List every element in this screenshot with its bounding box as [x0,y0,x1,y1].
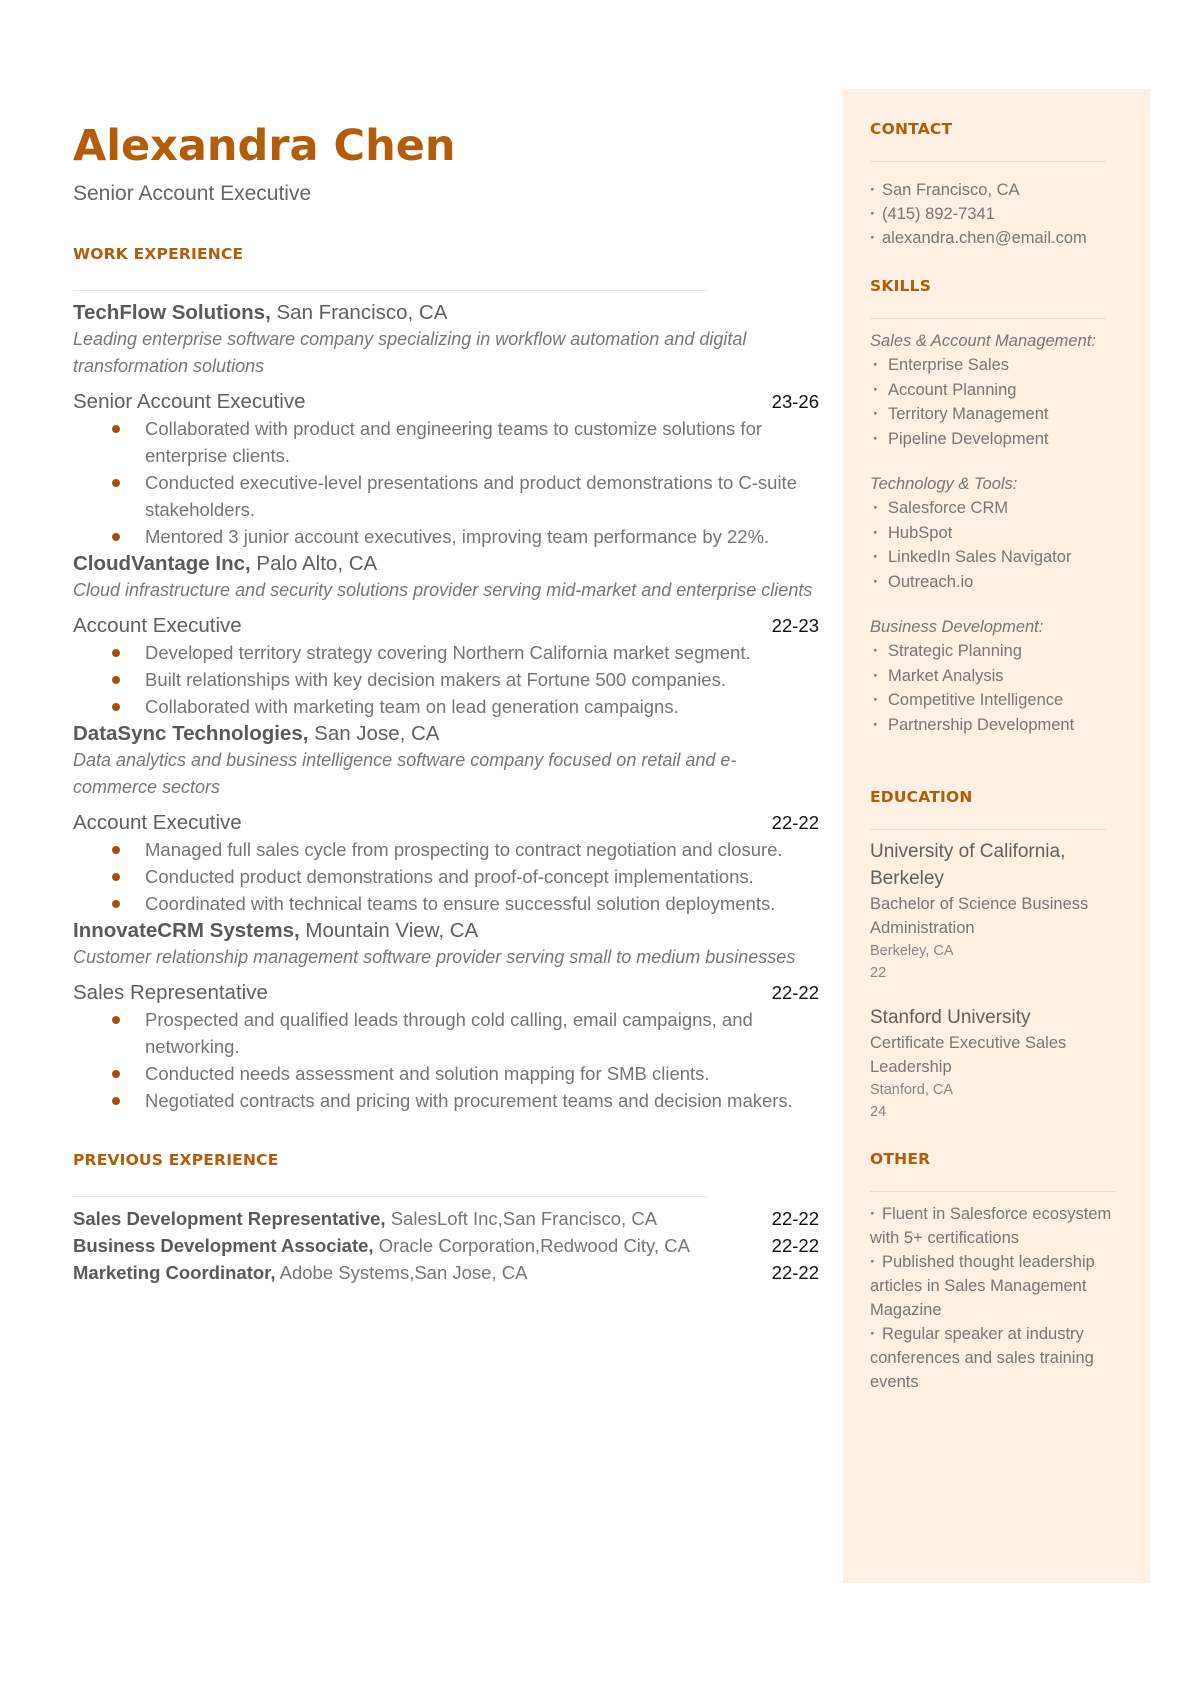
role-row [73,612,819,639]
other-item: · Published thought leadership articles in Sales Management Magazine [870,1250,1132,1322]
company-location: Palo Alto, CA [256,552,378,575]
job-entry [73,720,819,917]
company-description: Leading enterprise software company specializing in workflow automation and digital transformation solutions [73,329,747,376]
skill-item: · Salesforce CRM [870,496,1132,521]
education-heading: EDUCATION [870,788,973,806]
education-list [870,838,1132,1123]
company-description: Customer relationship management software provider serving small to medium businesses [73,947,796,967]
previous-role-line [73,1259,527,1286]
bullet-item [73,890,819,917]
previous-role-line [73,1205,657,1232]
job-entry [73,550,819,720]
education-school: University of California, Berkeley [870,841,1066,889]
skills-list [870,329,1132,737]
job-dates: 23-26 [771,391,819,412]
bullet-text: Conducted product demonstrations and proof-of-concept implementations. [145,866,754,887]
skill-item: · Market Analysis [870,664,1132,689]
job-role: Account Executive [73,614,242,637]
role-row [73,388,819,415]
other-item: · Regular speaker at industry conferences and sales training events [870,1322,1132,1394]
section-divider [870,161,1106,162]
previous-experience-row [73,1259,819,1286]
bullet-text: Prospected and qualified leads through cold calling, email campaigns, and networking. [145,1009,753,1057]
bullet-item [73,523,819,550]
bullet-text: Conducted executive-level presentations and product demonstrations to C-suite stakeholders. [145,472,797,520]
skill-item: · LinkedIn Sales Navigator [870,545,1132,570]
previous-role: Business Development Associate, [73,1235,374,1256]
previous-company: SalesLoft Inc,San Francisco, CA [390,1208,658,1229]
job-role: Senior Account Executive [73,390,306,413]
bullet-text: Built relationships with key decision makers at Fortune 500 companies. [145,669,726,690]
company-name: CloudVantage Inc, [73,552,251,575]
job-entry [73,917,819,1114]
section-divider [73,290,708,291]
company-line [73,299,819,326]
education-entry [870,838,1132,984]
bullet-item [73,1006,819,1060]
contact-heading: CONTACT [870,120,953,138]
previous-dates: 22-22 [771,1208,819,1229]
bullet-item [73,693,819,720]
bullet-dot-icon [112,676,120,684]
bullet-dot-icon [112,1097,120,1105]
other-list [870,1202,1132,1394]
bullet-text: Negotiated contracts and pricing with procurement teams and decision makers. [145,1090,793,1111]
previous-company: Oracle Corporation,Redwood City, CA [378,1235,690,1256]
previous-experience-list [73,1205,819,1286]
bullet-item [73,1087,819,1114]
candidate-title: Senior Account Executive [73,182,312,205]
bullet-item [73,836,819,863]
previous-experience-heading: PREVIOUS EXPERIENCE [73,1151,279,1169]
main-column [73,118,819,1286]
bullet-text: Mentored 3 junior account executives, improving team performance by 22%. [145,526,770,547]
company-description: Cloud infrastructure and security solutions provider serving mid-market and enterprise clients [73,580,813,600]
jobs-list [73,299,819,1114]
previous-role-line [73,1232,690,1259]
section-divider [870,318,1106,319]
skills-heading: SKILLS [870,277,932,295]
previous-dates: 22-22 [771,1235,819,1256]
company-name: InnovateCRM Systems, [73,919,300,942]
bullet-dot-icon [112,533,120,541]
bullet-item [73,666,819,693]
previous-experience-row [73,1205,819,1232]
contact-list [870,178,1132,250]
previous-experience-row [73,1232,819,1259]
job-bullets [73,415,819,550]
previous-dates: 22-22 [771,1262,819,1283]
job-dates: 22-22 [771,812,819,833]
role-row [73,809,819,836]
job-entry [73,299,819,550]
skill-item: · Partnership Development [870,713,1132,738]
job-bullets [73,836,819,917]
previous-role: Marketing Coordinator, [73,1262,276,1283]
skill-category: Business Development: [870,618,1044,636]
job-bullets [73,1006,819,1114]
company-name: DataSync Technologies, [73,722,309,745]
education-location: Berkeley, CA [870,943,954,959]
bullet-text: Collaborated with marketing team on lead generation campaigns. [145,696,679,717]
education-year: 22 [870,965,887,981]
company-location: Mountain View, CA [305,919,479,942]
bullet-dot-icon [112,703,120,711]
bullet-text: Managed full sales cycle from prospecting to contract negotiation and closure. [145,839,783,860]
education-year: 24 [870,1104,887,1120]
job-role: Account Executive [73,811,242,834]
job-dates: 22-22 [771,982,819,1003]
skill-item: · Account Planning [870,378,1132,403]
education-degree: Certificate Executive Sales Leadership [870,1034,1067,1076]
education-entry [870,1004,1132,1123]
bullet-dot-icon [112,873,120,881]
company-line [73,917,819,944]
skill-item: · Pipeline Development [870,427,1132,452]
candidate-name: Alexandra Chen [73,121,456,171]
skill-group [870,615,1132,737]
skill-group [870,472,1132,594]
education-school: Stanford University [870,1007,1031,1028]
job-role: Sales Representative [73,981,268,1004]
bullet-text: Coordinated with technical teams to ensure successful solution deployments. [145,893,776,914]
company-line [73,550,819,577]
bullet-dot-icon [112,1070,120,1078]
skill-item: · Territory Management [870,402,1132,427]
bullet-dot-icon [112,479,120,487]
previous-role: Sales Development Representative, [73,1208,386,1229]
contact-item[interactable]: · alexandra.chen@email.com [870,226,1132,250]
work-experience-heading: WORK EXPERIENCE [73,245,244,263]
bullet-item [73,415,819,469]
skill-item: · Enterprise Sales [870,353,1132,378]
skill-category: Technology & Tools: [870,475,1018,493]
skill-item: · HubSpot [870,521,1132,546]
bullet-item [73,639,819,666]
role-row [73,979,819,1006]
company-location: San Francisco, CA [276,301,448,324]
bullet-dot-icon [112,1016,120,1024]
other-item: · Fluent in Salesforce ecosystem with 5+ certifications [870,1202,1132,1250]
bullet-dot-icon [112,900,120,908]
bullet-dot-icon [112,846,120,854]
bullet-dot-icon [112,649,120,657]
education-degree: Bachelor of Science Business Administration [870,895,1089,937]
bullet-dot-icon [112,425,120,433]
contact-item: · San Francisco, CA [870,178,1132,202]
education-location: Stanford, CA [870,1082,954,1098]
skill-group [870,329,1132,451]
bullet-text: Collaborated with product and engineering teams to customize solutions for enterprise clients. [145,418,763,466]
skill-item: · Outreach.io [870,570,1132,595]
company-name: TechFlow Solutions, [73,301,271,324]
section-divider [870,1191,1116,1192]
other-heading: OTHER [870,1150,931,1168]
skill-item: · Strategic Planning [870,639,1132,664]
bullet-item [73,1060,819,1087]
section-divider [73,1196,708,1197]
job-dates: 22-23 [771,615,819,636]
company-description: Data analytics and business intelligence software company focused on retail and e-commerce sectors [73,750,737,797]
job-bullets [73,639,819,720]
bullet-text: Developed territory strategy covering Northern California market segment. [145,642,751,663]
bullet-text: Conducted needs assessment and solution mapping for SMB clients. [145,1063,710,1084]
sidebar [843,89,1150,1583]
bullet-item [73,469,819,523]
section-divider [870,829,1106,830]
skill-category: Sales & Account Management: [870,332,1096,350]
previous-company: Adobe Systems,San Jose, CA [279,1262,528,1283]
bullet-item [73,863,819,890]
contact-item: · (415) 892-7341 [870,202,1132,226]
company-location: San Jose, CA [314,722,440,745]
skill-item: · Competitive Intelligence [870,688,1132,713]
company-line [73,720,819,747]
